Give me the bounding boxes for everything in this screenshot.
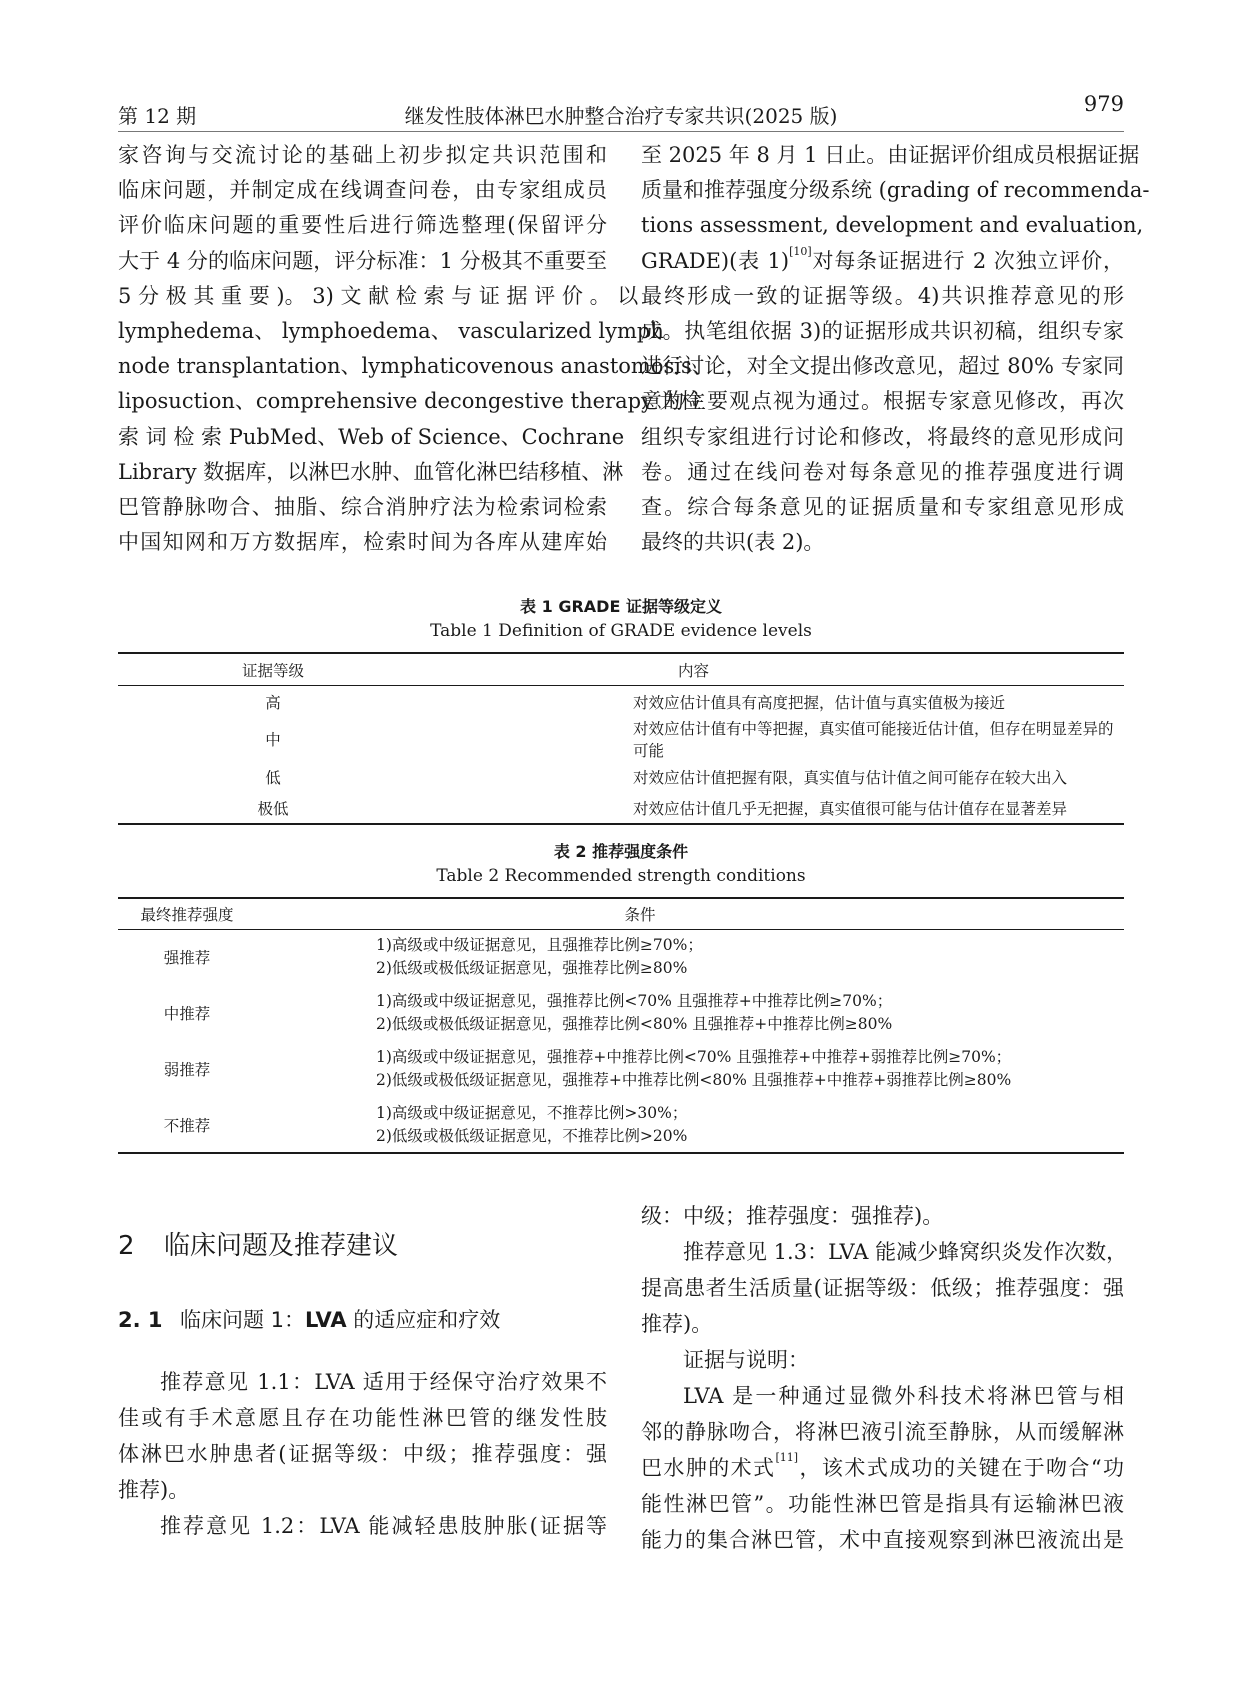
text-line: 成。执笔组依据 3)的证据形成共识初稿，组织专家 bbox=[641, 318, 1124, 343]
issue-label: 第 12 期 bbox=[118, 104, 197, 128]
table-cell: 极低 bbox=[257, 799, 289, 818]
text-line: 推荐意见 1.3：LVA 能减少蜂窝织炎发作次数， bbox=[683, 1240, 1128, 1264]
running-header bbox=[118, 92, 1124, 132]
text-line: 能性淋巴管”。功能性淋巴管是指具有运输淋巴液 bbox=[641, 1492, 1124, 1516]
table1-caption-cn: 表 1 GRADE 证据等级定义 bbox=[520, 597, 722, 616]
table-cell: 高 bbox=[265, 693, 281, 712]
text-line-with-citation bbox=[641, 244, 1124, 279]
text-fragment: ，该术式成功的关键在于吻合“功 bbox=[798, 1456, 1124, 1480]
table-cell bbox=[256, 929, 1124, 985]
table-row bbox=[118, 929, 1124, 985]
column-header: 证据等级 bbox=[241, 661, 304, 680]
table-row bbox=[118, 761, 1124, 792]
running-title: 继发性肢体淋巴水肿整合治疗专家共识(2025 版) bbox=[404, 104, 838, 128]
subsection-number: 2. 1 bbox=[118, 1308, 163, 1332]
text-line: 组织专家组进行讨论和修改，将最终的意见形成问 bbox=[641, 424, 1124, 449]
table-cell bbox=[256, 1041, 1124, 1097]
table-header-row bbox=[118, 898, 1124, 929]
table-recommendation-strength bbox=[118, 897, 1124, 1154]
text-line: 意的主要观点视为通过。根据专家意见修改，再次 bbox=[641, 389, 1124, 414]
text-line: 评价临床问题的重要性后进行筛选整理(保留评分 bbox=[118, 213, 607, 238]
text-line: 进行讨论，对全文提出修改意见，超过 80% 专家同 bbox=[641, 354, 1124, 379]
page-number: 979 bbox=[1083, 92, 1124, 116]
subsection-title-part: 的适应症和疗效 bbox=[346, 1308, 501, 1332]
text-line: 巴管静脉吻合、抽脂、综合消肿疗法为检索词检索 bbox=[118, 494, 607, 519]
table-row bbox=[118, 792, 1124, 824]
text-line: 佳或有手术意愿且存在功能性淋巴管的继发性肢 bbox=[118, 1406, 607, 1430]
table-cell: 对效应估计值具有高度把握，估计值与真实值极为接近 bbox=[633, 693, 1006, 712]
condition-line: 2)低级或极低级证据意见，强推荐比例≥80% bbox=[376, 959, 688, 978]
table-cell: 低 bbox=[265, 768, 281, 787]
left-column-top bbox=[118, 138, 713, 560]
text-line: 至 2025 年 8 月 1 日止。由证据评价组成员根据证据 bbox=[641, 143, 1140, 167]
text-line: 中国知网和万方数据库，检索时间为各库从建库始 bbox=[118, 530, 607, 555]
text-line: 级：中级；推荐强度：强推荐)。 bbox=[641, 1204, 944, 1228]
text-line: 5 分 极 其 重 要 )。 3) 文 献 检 索 与 证 据 评 价 。 以 bbox=[118, 283, 639, 308]
condition-line: 2)低级或极低级证据意见，强推荐+中推荐比例<80% 且强推荐+中推荐+弱推荐比例≥80% bbox=[376, 1071, 1012, 1089]
right-column-top bbox=[641, 138, 1150, 560]
text-line: 推荐)。 bbox=[641, 1312, 713, 1336]
table1-caption-en: Table 1 Definition of GRADE evidence levels bbox=[430, 621, 812, 641]
text-line: tions assessment, development and evaluation, bbox=[641, 213, 1144, 238]
table-cell: 强推荐 bbox=[163, 949, 211, 968]
right-column-bottom bbox=[641, 1198, 1128, 1558]
condition-line: 2)低级或极低级证据意见，不推荐比例>20% bbox=[376, 1126, 688, 1145]
table-cell: 对效应估计值把握有限，真实值与估计值之间可能存在较大出入 bbox=[633, 768, 1068, 787]
citation-ref: [11] bbox=[775, 1451, 799, 1464]
citation-ref: [10] bbox=[789, 244, 812, 258]
text-line: 提高患者生活质量(证据等级：低级；推荐强度：强 bbox=[641, 1276, 1124, 1300]
section-title: 临床问题及推荐建议 bbox=[164, 1231, 399, 1261]
left-column-bottom bbox=[118, 1364, 607, 1544]
text-line: node transplantation、lymphaticovenous anastomosis、 bbox=[118, 354, 713, 379]
section-number: 2 bbox=[118, 1231, 135, 1261]
text-line: 大于 4 分的临床问题，评分标准：1 分极其不重要至 bbox=[118, 248, 607, 273]
text-line: 临床问题，并制定成在线调查问卷，由专家组成员 bbox=[118, 178, 607, 203]
condition-line: 1)高级或中级证据意见，且强推荐比例≥70%； bbox=[376, 936, 703, 955]
table2-caption-en: Table 2 Recommended strength conditions bbox=[436, 866, 806, 886]
text-line: liposuction、comprehensive decongestive therapy 为检 bbox=[118, 389, 702, 414]
table-cell: 不推荐 bbox=[163, 1116, 211, 1135]
table2-caption-cn: 表 2 推荐强度条件 bbox=[553, 842, 689, 861]
table-row bbox=[118, 985, 1124, 1041]
table-row bbox=[118, 717, 1124, 761]
column-header: 条件 bbox=[624, 905, 656, 924]
text-fragment: GRADE)(表 1) bbox=[641, 248, 790, 273]
text-line: 最终形成一致的证据等级。4)共识推荐意见的形 bbox=[641, 283, 1124, 308]
table-header-row bbox=[118, 653, 1124, 686]
text-line: 最终的共识(表 2)。 bbox=[641, 530, 825, 555]
table-cell: 中 bbox=[265, 731, 281, 749]
section-heading bbox=[118, 1225, 398, 1262]
table-grade-levels bbox=[118, 652, 1124, 825]
text-line: lymphedema、 lymphoedema、 vascularized lymph bbox=[118, 318, 664, 343]
header-divider bbox=[118, 131, 1124, 132]
table-cell: 对效应估计值有中等把握，真实值可能接近估计值，但存在明显差异的可能 bbox=[633, 720, 1114, 760]
subsection-title-part: 临床问题 1： bbox=[180, 1308, 306, 1332]
text-line: 质量和推荐强度分级系统 (grading of recommenda- bbox=[641, 178, 1150, 203]
column-header: 内容 bbox=[678, 661, 710, 680]
text-line: 查。综合每条意见的证据质量和专家组意见形成 bbox=[641, 494, 1124, 519]
text-line: 证据与说明： bbox=[683, 1348, 809, 1372]
text-line: LVA 是一种通过显微外科技术将淋巴管与相 bbox=[683, 1384, 1124, 1408]
text-line: 体淋巴水肿患者(证据等级：中级；推荐强度：强 bbox=[118, 1442, 607, 1466]
table-cell bbox=[256, 985, 1124, 1041]
text-line: Library 数据库，以淋巴水肿、血管化淋巴结移植、淋 bbox=[118, 459, 624, 484]
text-line: 家咨询与交流讨论的基础上初步拟定共识范围和 bbox=[118, 143, 607, 167]
condition-line: 1)高级或中级证据意见，强推荐+中推荐比例<70% 且强推荐+中推荐+弱推荐比例≥70%； bbox=[376, 1048, 1012, 1066]
text-line: 推荐)。 bbox=[118, 1478, 190, 1502]
condition-line: 2)低级或极低级证据意见，强推荐比例<80% 且强推荐+中推荐比例≥80% bbox=[376, 1015, 893, 1033]
table-row bbox=[118, 1097, 1124, 1153]
text-line: 卷。通过在线问卷对每条意见的推荐强度进行调 bbox=[641, 459, 1124, 484]
text-line: 推荐意见 1.2：LVA 能减轻患肢肿胀(证据等 bbox=[160, 1514, 607, 1538]
table-row bbox=[118, 1041, 1124, 1097]
text-line: 能力的集合淋巴管，术中直接观察到淋巴液流出是 bbox=[641, 1528, 1124, 1552]
condition-line: 1)高级或中级证据意见，强推荐比例<70% 且强推荐+中推荐比例≥70%； bbox=[376, 992, 893, 1010]
text-line-with-citation bbox=[641, 1450, 1124, 1486]
table-cell: 对效应估计值几乎无把握，真实值很可能与估计值存在显著差异 bbox=[633, 799, 1068, 818]
text-line: 索 词 检 索 PubMed、Web of Science、Cochrane bbox=[118, 424, 625, 449]
condition-line: 1)高级或中级证据意见，不推荐比例>30%； bbox=[376, 1103, 688, 1122]
text-line: 邻的静脉吻合，将淋巴液引流至静脉，从而缓解淋 bbox=[641, 1420, 1124, 1444]
table-row bbox=[118, 686, 1124, 718]
table-cell bbox=[256, 1097, 1124, 1153]
text-fragment: 对每条证据进行 2 次独立评价， bbox=[811, 248, 1124, 273]
text-line: 推荐意见 1.1：LVA 适用于经保守治疗效果不 bbox=[160, 1370, 607, 1394]
subsection-title-part: LVA bbox=[305, 1308, 347, 1332]
table-cell: 弱推荐 bbox=[163, 1061, 211, 1079]
column-header: 最终推荐强度 bbox=[140, 905, 234, 924]
subsection-heading bbox=[118, 1304, 500, 1334]
table-cell: 中推荐 bbox=[163, 1005, 211, 1023]
text-fragment: 巴水肿的术式 bbox=[641, 1456, 776, 1480]
